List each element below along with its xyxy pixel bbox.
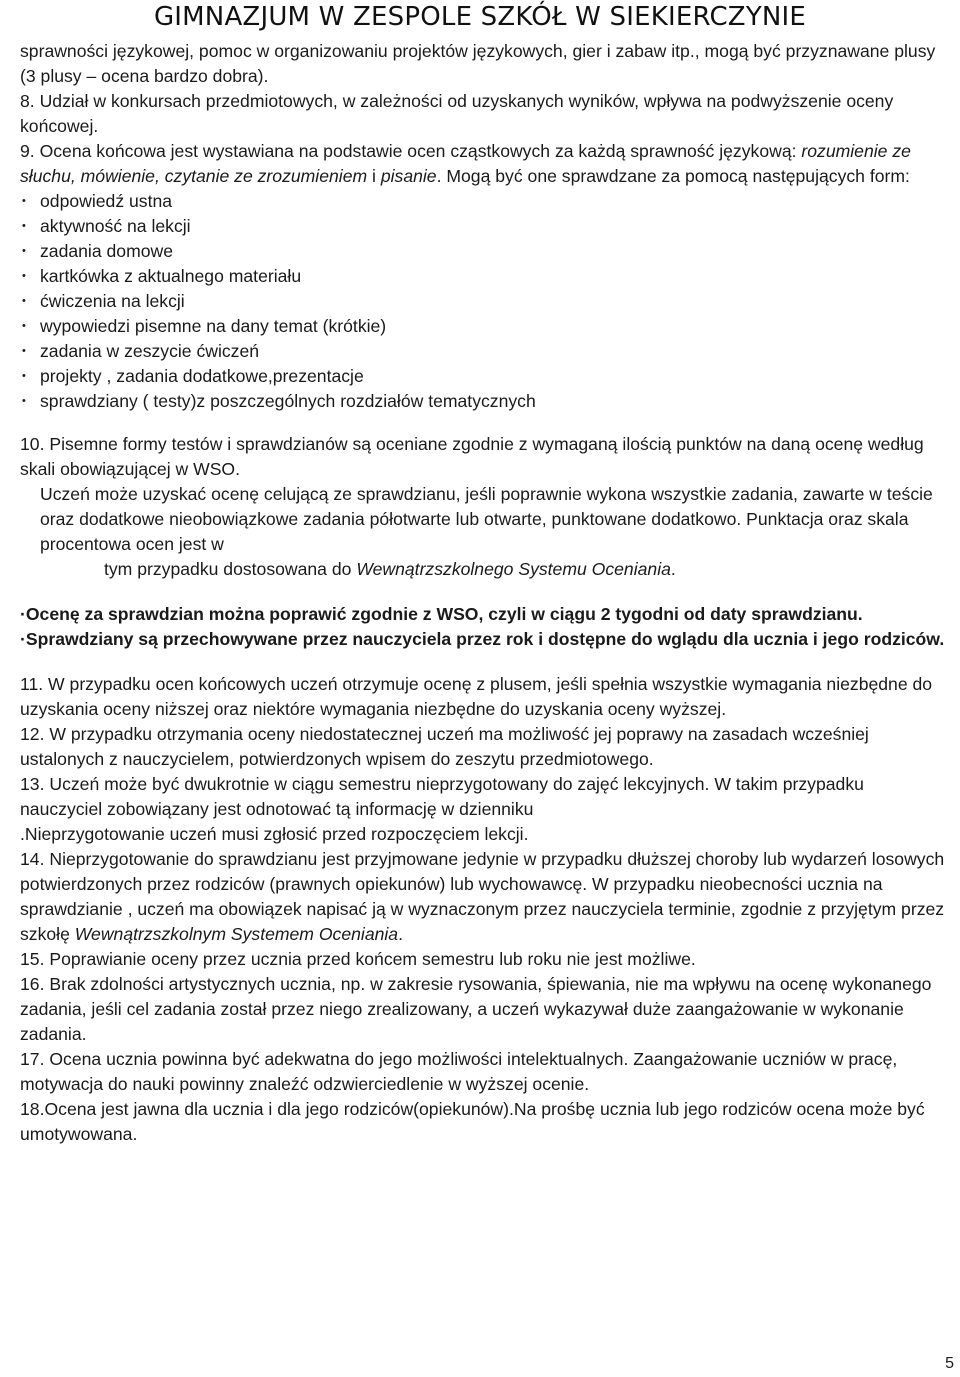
paragraph-number: 9. <box>20 141 35 161</box>
paragraph-number: 15. <box>20 949 45 969</box>
paragraph-11 <box>20 672 945 722</box>
paragraph-13-continuation: .Nieprzygotowanie uczeń musi zgłosić przed rozpoczęciem lekcji. <box>20 824 529 844</box>
paragraph-number: 16. <box>20 974 45 994</box>
wso-italic: Wewnątrzszkolnym Systemem Oceniania <box>74 924 399 944</box>
bold-note-retake: ·Ocenę za sprawdzian można poprawić zgodnie z WSO, czyli w ciągu 2 tygodni od daty sprawdzianu. <box>20 604 863 624</box>
paragraph-12 <box>20 722 945 772</box>
assessment-forms-list <box>20 189 945 414</box>
list-item: • aktywność na lekcji <box>22 214 945 239</box>
paragraph-text: Ocena ucznia powinna być adekwatna do jego możliwości intelektualnych. Zaangażowanie uczniów w pracę, motywacja do nauki powinny znaleźć odzwierciedlenie w wyższej ocenie. <box>20 1049 898 1094</box>
paragraph-text: Pisemne formy testów i sprawdzianów są oceniane zgodnie z wymaganą ilością punktów na daną ocenę według skali obowiązującej w WSO. <box>20 434 924 479</box>
list-item: • sprawdziany ( testy)z poszczególnych rozdziałów tematycznych <box>22 389 945 414</box>
paragraph-10 <box>20 432 945 482</box>
paragraph-17 <box>20 1047 945 1097</box>
bullet-icon: • <box>22 395 26 407</box>
page-header: GIMNAZJUM W ZESPOLE SZKÓŁ W SIEKIERCZYNIE <box>153 2 807 32</box>
page-number: 5 <box>945 1355 954 1372</box>
paragraph-number: 13. <box>20 774 45 794</box>
list-item: • wypowiedzi pisemne na dany temat (krótkie) <box>22 314 945 339</box>
paragraph-10-detail: Uczeń może uzyskać ocenę celującą ze sprawdzianu, jeśli poprawnie wykona wszystkie zadania, zawarte w teście oraz dodatkowe nieobowiązkowe zadania półotwarte lub otwarte, punktowane dodatkowo. Punktacja oraz skala procentowa ocen jest w <box>40 484 933 554</box>
paragraph-number: 17. <box>20 1049 45 1069</box>
list-item: • ćwiczenia na lekcji <box>22 289 945 314</box>
skills-italic: rozumienie ze słuchu, mówienie, czytanie ze zrozumieniem <box>20 141 911 186</box>
paragraph-text: Uczeń może być dwukrotnie w ciągu semestru nieprzygotowany do zajęć lekcyjnych. W takim przypadku nauczyciel zobowiązany jest odnotować tą informację w dzienniku <box>20 774 864 819</box>
writing-italic: pisanie <box>375 166 437 186</box>
paragraph-16 <box>20 972 945 1047</box>
paragraph-number: 14. <box>20 849 45 869</box>
paragraph-number: 11. <box>20 674 44 694</box>
paragraph-text: i <box>367 166 376 186</box>
wso-italic: Wewnątrzszkolnego Systemu Oceniania <box>356 559 671 579</box>
paragraph-number: 12. <box>20 724 45 744</box>
bullet-icon: • <box>22 245 26 257</box>
bullet-icon: • <box>22 195 26 207</box>
paragraph-15 <box>20 947 945 972</box>
list-item: • zadania w zeszycie ćwiczeń <box>22 339 945 364</box>
paragraph-text: Brak zdolności artystycznych ucznia, np. w zakresie rysowania, śpiewania, nie ma wpływu na ocenę wykonanego zadania, jeśli cel zadania został przez niego zrealizowany, a uczeń wykazywał duże zaangażowanie w wykonanie zadania. <box>20 974 932 1044</box>
paragraph-text: Nieprzygotowanie do sprawdzianu jest przyjmowane jedynie w przypadku dłuższej choroby lub wydarzeń losowych potwierdzonych przez rodziców (prawnych opiekunów) lub wychowawcę. W przypadku nieobecności ucznia na sprawdzianie , uczeń ma obowiązek napisać ją w wyznaczonym przez nauczyciela terminie, zgodnie z przyjętym przez szkołę <box>20 849 945 944</box>
paragraph-number: 8. <box>20 91 35 111</box>
paragraph-text: W przypadku ocen końcowych uczeń otrzymuje ocenę z plusem, jeśli spełnia wszystkie wymagania niezbędne do uzyskania oceny niższej oraz niektóre wymagania niezbędne do uzyskania oceny wyższej. <box>20 674 933 719</box>
paragraph-10-wso: tym przypadku dostosowana do Wewnątrzszkolnego Systemu Oceniania. <box>104 559 676 579</box>
bullet-icon: • <box>22 270 26 282</box>
paragraph-text: Poprawianie oceny przez ucznia przed końcem semestru lub roku nie jest możliwe. <box>49 949 696 969</box>
bullet-icon: • <box>22 370 26 382</box>
bold-note-storage: ·Sprawdziany są przechowywane przez nauczyciela przez rok i dostępne do wglądu dla ucznia i jego rodziców. <box>20 629 945 649</box>
paragraph-8 <box>20 89 945 139</box>
bullet-icon: • <box>22 295 26 307</box>
document-body <box>20 39 945 1147</box>
paragraph-text: . Mogą być one sprawdzane za pomocą następujących form: <box>436 166 910 186</box>
list-item: • kartkówka z aktualnego materiału <box>22 264 945 289</box>
bullet-icon: • <box>22 345 26 357</box>
bullet-icon: • <box>22 220 26 232</box>
paragraph-18: 18.Ocena jest jawna dla ucznia i dla jego rodziców(opiekunów).Na prośbę ucznia lub jego rodziców ocena może być umotywowana. <box>20 1099 925 1144</box>
paragraph-text: Udział w konkursach przedmiotowych, w zależności od uzyskanych wyników, wpływa na podwyższenie oceny końcowej. <box>20 91 894 136</box>
paragraph-14: 14. Nieprzygotowanie do sprawdzianu jest przyjmowane jedynie w przypadku dłuższej choroby lub wydarzeń losowych potwierdzonych przez rodziców (prawnych opiekunów) lub wychowawcę. W przypadku nieobecności ucznia na sprawdzianie , uczeń ma obowiązek napisać ją w wyznaczonym przez nauczyciela terminie, zgodnie z przyjętym przez szkołę Wewnątrzszkolnym Systemem Oceniania. <box>20 849 945 944</box>
bullet-icon: • <box>22 320 26 332</box>
paragraph-text: W przypadku otrzymania oceny niedostatecznej uczeń ma możliwość jej poprawy na zasadach wcześniej ustalonych z nauczycielem, potwierdzonych wpisem do zeszytu przedmiotowego. <box>20 724 869 769</box>
paragraph-continuation: sprawności językowej, pomoc w organizowaniu projektów językowych, gier i zabaw itp., mogą być przyznawane plusy (3 plusy – ocena bardzo dobra). <box>20 41 936 86</box>
paragraph-9 <box>20 139 945 189</box>
paragraph-text: Ocena końcowa jest wystawiana na podstawie ocen cząstkowych za każdą sprawność językową: <box>39 141 797 161</box>
list-item: • odpowiedź ustna <box>22 189 945 214</box>
paragraph-13 <box>20 772 945 822</box>
list-item: • zadania domowe <box>22 239 945 264</box>
paragraph-number: 10. <box>20 434 45 454</box>
list-item: • projekty , zadania dodatkowe,prezentacje <box>22 364 945 389</box>
